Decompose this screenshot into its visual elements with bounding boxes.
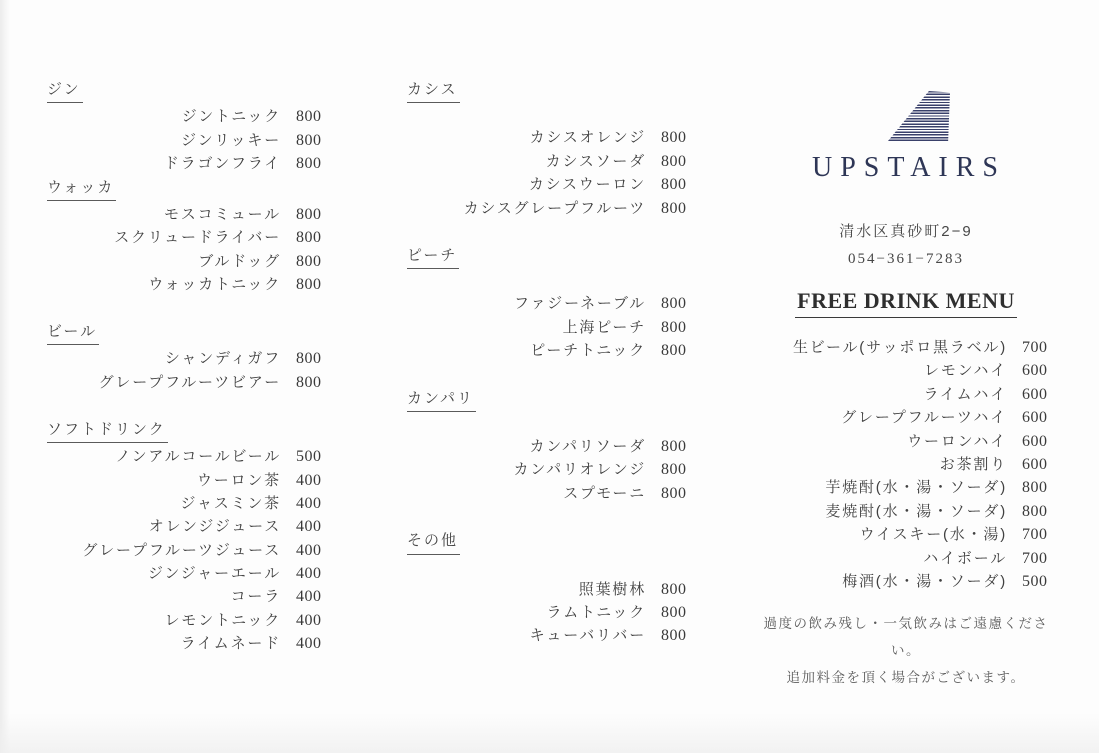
menu-item-name: カンパリオレンジ	[513, 461, 646, 479]
menu-column-right	[760, 85, 1052, 691]
menu-item-row	[760, 547, 1052, 570]
menu-item-row	[407, 435, 702, 458]
menu-item-row	[47, 539, 337, 562]
menu-item-name: 芋焼酎(水・湯・ソーダ)	[825, 479, 1007, 497]
section-items	[407, 292, 702, 362]
menu-item-price: 800	[296, 350, 322, 368]
section-items	[47, 445, 337, 656]
menu-item-price: 600	[1022, 385, 1048, 403]
menu-item-name: カンパリソーダ	[529, 437, 646, 455]
menu-item-row	[760, 570, 1052, 593]
menu-item-row	[407, 482, 702, 505]
menu-item-row	[760, 453, 1052, 476]
menu-item-row	[407, 197, 702, 220]
menu-item-row	[47, 492, 337, 515]
notice-line-1: 過度の飲み残し・一気飲みはご遠慮ください。	[763, 616, 1049, 659]
menu-item-row	[47, 515, 337, 538]
menu-item-row	[760, 523, 1052, 546]
menu-item-name: グレープフルーツビアー	[98, 373, 281, 391]
menu-item-name: 梅酒(水・湯・ソーダ)	[842, 572, 1007, 590]
menu-item-name: ウーロン茶	[196, 471, 281, 489]
menu-section	[47, 418, 337, 656]
menu-item-price: 800	[661, 603, 687, 621]
menu-item-price: 400	[296, 565, 322, 583]
menu-item-price: 800	[296, 131, 322, 149]
menu-item-price: 400	[296, 494, 322, 512]
menu-item-price: 500	[296, 448, 322, 466]
staircase-icon	[888, 91, 950, 141]
menu-item-row	[407, 339, 702, 362]
menu-item-name: カシスソーダ	[545, 152, 646, 170]
menu-item-price: 800	[661, 152, 687, 170]
menu-item-row	[760, 383, 1052, 406]
menu-section	[407, 387, 702, 506]
menu-item-row	[47, 273, 337, 296]
menu-item-price: 800	[296, 276, 322, 294]
menu-item-price: 800	[296, 108, 322, 126]
menu-item-name: ファジーネーブル	[513, 295, 646, 313]
menu-item-name: ウーロンハイ	[907, 432, 1007, 450]
menu-item-price: 800	[661, 129, 687, 147]
menu-item-name: オレンジジュース	[148, 518, 281, 536]
section-items	[47, 105, 337, 175]
section-heading: カンパリ	[407, 387, 702, 412]
menu-item-row	[47, 347, 337, 370]
menu-item-row	[407, 173, 702, 196]
menu-item-price: 800	[296, 373, 322, 391]
notice-block	[760, 610, 1052, 691]
menu-item-name: グレープフルーツジュース	[82, 541, 281, 559]
menu-item-price: 600	[1022, 362, 1048, 380]
menu-item-name: スクリュードライバー	[114, 229, 281, 247]
menu-section	[47, 320, 337, 394]
section-heading: ピーチ	[407, 244, 702, 269]
section-heading: ウォッカ	[47, 176, 337, 201]
menu-item-row	[47, 562, 337, 585]
menu-item-row	[407, 126, 702, 149]
section-heading: カシス	[407, 78, 702, 103]
section-items	[47, 203, 337, 297]
menu-section	[47, 78, 337, 176]
section-items	[407, 126, 702, 220]
menu-item-price: 800	[1022, 479, 1048, 497]
menu-item-name: ライムハイ	[923, 385, 1007, 403]
menu-item-name: 生ビール(サッポロ黒ラベル)	[793, 339, 1007, 356]
menu-item-row	[760, 406, 1052, 429]
free-drink-list	[760, 336, 1052, 593]
menu-item-row	[407, 624, 702, 647]
section-heading: ソフトドリンク	[47, 418, 337, 443]
menu-item-price: 800	[661, 580, 687, 598]
menu-item-price: 800	[661, 318, 687, 336]
menu-item-row	[47, 371, 337, 394]
menu-item-price: 800	[296, 155, 322, 173]
menu-item-price: 400	[296, 518, 322, 536]
address-text: 清水区真砂町2−9	[839, 223, 973, 240]
menu-item-name: レモントニック	[164, 611, 281, 629]
menu-section	[407, 529, 702, 648]
menu-item-row	[407, 150, 702, 173]
menu-item-name: ジントニック	[181, 108, 281, 126]
section-heading: ビール	[47, 320, 337, 345]
menu-item-name: ジンリッキー	[181, 131, 281, 149]
section-items	[47, 347, 337, 394]
menu-item-row	[47, 250, 337, 273]
menu-section	[47, 176, 337, 297]
menu-item-price: 700	[1022, 549, 1048, 567]
menu-item-price: 800	[296, 252, 322, 270]
notice-line-2: 追加料金を頂く場合がございます。	[786, 670, 1026, 686]
menu-item-row	[47, 152, 337, 175]
menu-item-name: ノンアルコールビール	[115, 448, 281, 466]
menu-item-price: 700	[1022, 526, 1048, 544]
menu-item-row	[760, 336, 1052, 359]
menu-item-row	[47, 226, 337, 249]
free-drink-menu-title: FREE DRINK MENU	[795, 286, 1017, 318]
menu-item-name: ピーチトニック	[530, 342, 646, 360]
menu-item-row	[407, 292, 702, 315]
menu-item-row	[760, 430, 1052, 453]
menu-item-row	[407, 578, 702, 601]
menu-item-name: モスコミュール	[163, 205, 281, 223]
brand-wordmark: UPSTAIRS	[811, 152, 1007, 183]
menu-item-row	[407, 316, 702, 339]
menu-item-price: 600	[1022, 409, 1048, 427]
menu-item-price: 800	[661, 437, 687, 455]
menu-item-name: ブルドッグ	[198, 252, 281, 270]
menu-item-row	[47, 445, 337, 468]
menu-item-price: 600	[1022, 455, 1048, 473]
menu-item-price: 800	[296, 229, 322, 247]
menu-item-row	[760, 359, 1052, 382]
menu-item-name: ウォッカトニック	[148, 276, 281, 294]
menu-item-name: カシスグレープフルーツ	[463, 199, 646, 217]
menu-item-name: レモンハイ	[924, 362, 1007, 380]
menu-item-row	[760, 476, 1052, 499]
menu-section	[407, 244, 702, 363]
menu-item-price: 400	[296, 635, 322, 653]
menu-column-middle	[407, 78, 702, 648]
menu-item-price: 800	[661, 176, 687, 194]
menu-item-price: 500	[1022, 572, 1048, 590]
menu-item-name: シャンディガフ	[164, 350, 281, 368]
menu-item-price: 800	[296, 205, 322, 223]
menu-item-price: 800	[1022, 502, 1048, 520]
menu-item-price: 800	[661, 342, 687, 360]
menu-column-left	[47, 78, 337, 656]
menu-item-name: コーラ	[230, 588, 281, 606]
menu-item-price: 400	[296, 471, 322, 489]
menu-item-name: キューバリバー	[529, 627, 646, 645]
menu-item-price: 800	[661, 199, 687, 217]
menu-item-name: カシスオレンジ	[529, 129, 646, 147]
menu-item-name: 照葉樹林	[578, 580, 646, 598]
menu-item-name: お茶割り	[939, 455, 1007, 473]
menu-item-price: 600	[1022, 432, 1048, 450]
menu-item-row	[47, 632, 337, 655]
menu-item-price: 700	[1022, 339, 1048, 356]
menu-item-name: グレープフルーツハイ	[841, 409, 1007, 427]
menu-item-name: ドラゴンフライ	[163, 155, 281, 173]
menu-item-name: ライムネード	[180, 635, 281, 653]
section-heading: ジン	[47, 78, 337, 103]
menu-item-row	[407, 458, 702, 481]
phone-number: 054−361−7283	[848, 251, 964, 267]
menu-item-price: 800	[661, 295, 687, 313]
menu-item-name: ハイボール	[923, 549, 1007, 567]
menu-item-name: 麦焼酎(水・湯・ソーダ)	[825, 502, 1007, 520]
menu-item-price: 400	[296, 611, 322, 629]
upstairs-logo	[760, 91, 1052, 183]
section-items	[407, 578, 702, 648]
menu-item-name: ウイスキー(水・湯)	[859, 526, 1007, 544]
menu-item-name: スプモーニ	[563, 484, 646, 502]
menu-item-row	[47, 203, 337, 226]
menu-item-row	[47, 469, 337, 492]
section-items	[407, 435, 702, 505]
menu-item-row	[407, 601, 702, 624]
menu-item-name: 上海ピーチ	[562, 318, 646, 336]
menu-section	[407, 78, 702, 220]
menu-item-row	[47, 609, 337, 632]
menu-item-price: 400	[296, 588, 322, 606]
menu-item-name: ラムトニック	[546, 603, 646, 621]
menu-item-price: 800	[661, 484, 687, 502]
menu-item-name: カシスウーロン	[528, 176, 646, 194]
menu-item-price: 800	[661, 461, 687, 479]
menu-item-row	[47, 585, 337, 608]
menu-item-name: ジャスミン茶	[180, 494, 281, 512]
section-heading: その他	[407, 529, 702, 554]
menu-item-row	[47, 129, 337, 152]
menu-item-row	[760, 500, 1052, 523]
menu-item-name: ジンジャーエール	[147, 565, 281, 583]
menu-item-price: 800	[661, 627, 687, 645]
menu-item-row	[47, 105, 337, 128]
menu-item-price: 400	[296, 541, 322, 559]
